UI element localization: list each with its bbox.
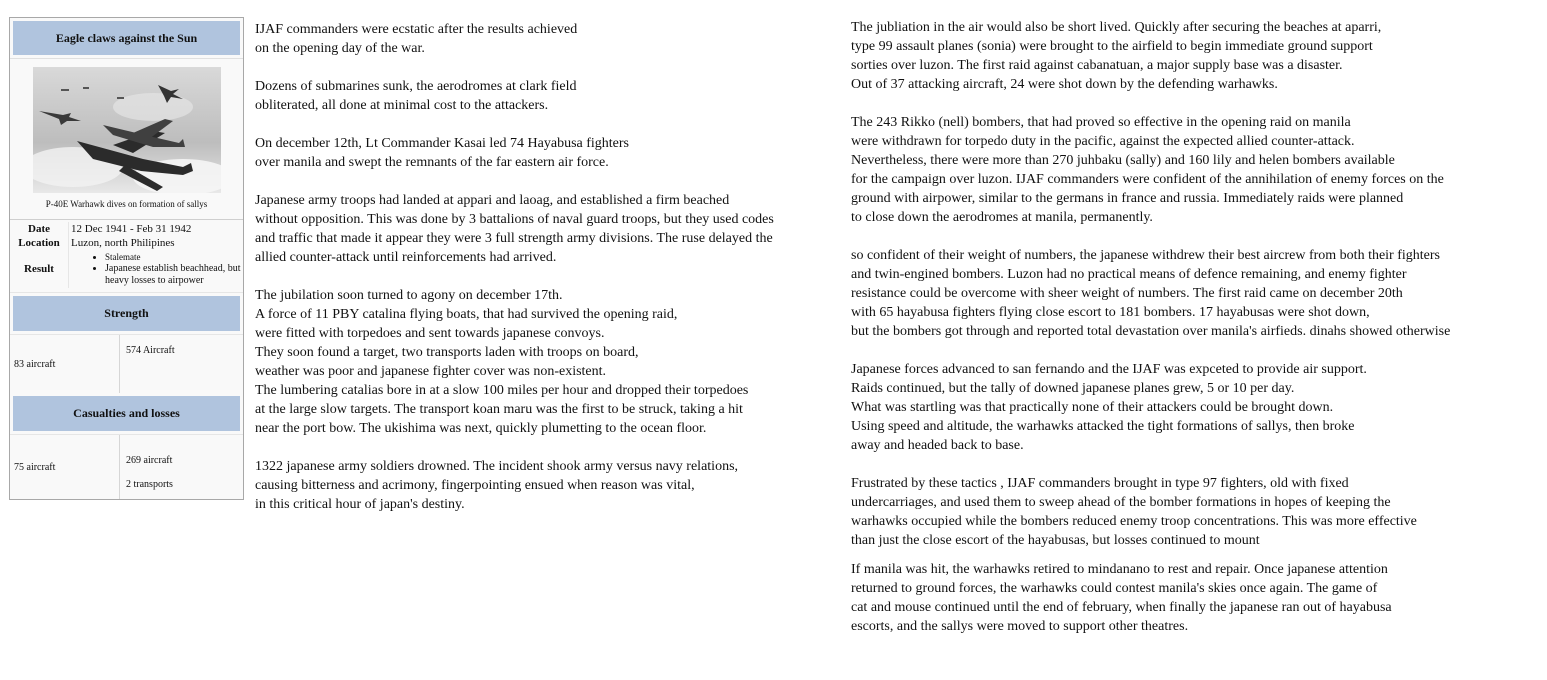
text-line: in this critical hour of japan's destiny. (255, 497, 465, 512)
text-line: sorties over luzon. The first raid against cabanatuan, a major supply base was a disaster. (851, 58, 1343, 73)
paragraph (851, 113, 1541, 227)
text-line: 1322 japanese army soldiers drowned. The incident shook army versus navy relations, (255, 459, 739, 474)
paragraph (255, 77, 825, 115)
date-row (10, 222, 243, 236)
text-line: and twin-engined bombers. Luzon had no practical means of defence remaining, and enemy fighter (851, 267, 1407, 282)
text-line: but the bombers got through and reported total devastation over manila's airfieds. dinahs showed otherwise (851, 324, 1451, 339)
casualties-right-transports: 2 transports (126, 479, 173, 490)
paragraph (255, 286, 825, 438)
battle-photo (33, 67, 221, 193)
text-line: and traffic that made it appear they were 3 full strength army divisions. The ruse delayed the (255, 231, 773, 246)
result-row (10, 250, 243, 292)
strength-row (10, 334, 243, 393)
paragraph (851, 18, 1541, 94)
text-line: to close down the aerodromes at manila, permanently. (851, 210, 1153, 225)
paragraph (851, 246, 1541, 341)
text-line: were withdrawn for torpedo duty in the pacific, against the expected allied counter-attack. (851, 134, 1355, 149)
text-line: Out of 37 attacking aircraft, 24 were shot down by the defending warhawks. (851, 77, 1278, 92)
text-line: were fitted with torpedoes and sent towards japanese convoys. (255, 326, 605, 341)
text-line: returned to ground forces, the warhawks could contest manila's skies once again. The game of (851, 581, 1378, 596)
text-line: over manila and swept the remnants of the far eastern air force. (255, 155, 609, 170)
text-line: away and headed back to base. (851, 438, 1024, 453)
paragraph (851, 360, 1541, 455)
text-line: at the large slow targets. The transport koan maru was the first to be struck, taking a hit (255, 402, 743, 417)
infobox-caption: P-40E Warhawk dives on formation of sallys (45, 199, 208, 209)
casualties-right-aircraft: 269 aircraft (126, 455, 173, 466)
text-line: On december 12th, Lt Commander Kasai led 74 Hayabusa fighters (255, 136, 630, 151)
casualties-right (120, 435, 243, 499)
paragraph (255, 134, 825, 172)
text-line: cat and mouse continued until the end of february, when finally the japanese ran out of hayabusa (851, 600, 1392, 615)
text-line: resistance could be overcome with sheer weight of numbers. The first raid came on december 20th (851, 286, 1403, 301)
infobox (9, 17, 244, 500)
paragraph (851, 474, 1541, 550)
text-line: without opposition. This was done by 3 battalions of naval guard troops, but they used codes (255, 212, 774, 227)
text-line: near the port bow. The ukishima was next, quickly plumetting to the ocean floor. (255, 421, 707, 436)
result-item: • Stalemate (105, 251, 241, 263)
text-line: than just the close escort of the hayabusas, but losses continued to mount (851, 533, 1260, 548)
result-label: Result (24, 263, 54, 275)
text-line: causing bitterness and acrimony, fingerpointing ensued when reason was vital, (255, 478, 695, 493)
article-column-1 (255, 20, 825, 533)
text-line: allied counter-attack until reinforcements had arrived. (255, 250, 557, 265)
text-line: undercarriages, and used them to sweep ahead of the bomber formations in hopes of keeping the (851, 495, 1391, 510)
paragraph (851, 560, 1541, 636)
text-line: The lumbering catalias bore in at a slow 100 miles per hour and dropped their torpedoes (255, 383, 749, 398)
result-item: • Japanese establish beachhead, but heavy losses to airpower (105, 263, 241, 287)
text-line: Dozens of submarines sunk, the aerodromes at clark field (255, 79, 577, 94)
paragraph (255, 20, 825, 58)
strength-header: Strength (13, 296, 240, 331)
text-line: They soon found a target, two transports laden with troops on board, (255, 345, 639, 360)
text-line: If manila was hit, the warhawks retired to mindanano to rest and repair. Once japanese attention (851, 562, 1388, 577)
text-line: on the opening day of the war. (255, 41, 425, 56)
text-line: for the campaign over luzon. IJAF commanders were confident of the annihilation of enemy forces on the (851, 172, 1444, 187)
text-line: The 243 Rikko (nell) bombers, that had proved so effective in the opening raid on manila (851, 115, 1351, 130)
text-line: Frustrated by these tactics , IJAF commanders brought in type 97 fighters, old with fixed (851, 476, 1349, 491)
infobox-title: Eagle claws against the Sun (13, 21, 240, 55)
casualties-row (10, 434, 243, 499)
strength-right: 574 Aircraft (126, 345, 175, 356)
text-line: ground with airpower, similar to the germans in france and russia. Immediately raids were planned (851, 191, 1404, 206)
casualties-header: Casualties and losses (13, 396, 240, 431)
paragraph (255, 191, 825, 267)
text-line: Nevertheless, there were more than 270 juhbaku (sally) and 160 lily and helen bombers available (851, 153, 1395, 168)
infobox-details (10, 219, 243, 293)
text-line: The jubliation in the air would also be short lived. Quickly after securing the beaches at aparri, (851, 20, 1382, 35)
location-value: Luzon, north Philipines (68, 236, 243, 250)
date-label: Date (28, 223, 50, 235)
paragraph (255, 457, 825, 514)
text-line: so confident of their weight of numbers, the japanese withdrew their best aircrew from both their fighters (851, 248, 1440, 263)
location-row (10, 236, 243, 250)
text-line: IJAF commanders were ecstatic after the results achieved (255, 22, 578, 37)
text-line: weather was poor and japanese fighter cover was non-existent. (255, 364, 607, 379)
text-line: with 65 hayabusa fighters flying close escort to 181 bombers. 17 hayabusas were shot down, (851, 305, 1370, 320)
text-line: Japanese army troops had landed at appari and laoag, and established a firm beached (255, 193, 730, 208)
text-line: escorts, and the sallys were moved to support other theatres. (851, 619, 1189, 634)
article-column-2 (851, 18, 1541, 655)
result-list (71, 251, 241, 287)
text-line: warhawks occupied while the bombers reduced enemy troop concentrations. This was more effective (851, 514, 1417, 529)
text-line: type 99 assault planes (sonia) were brought to the airfield to begin immediate ground support (851, 39, 1373, 54)
infobox-image-wrap (10, 58, 243, 219)
text-line: What was startling was that practically none of their attackers could be brought down. (851, 400, 1334, 415)
text-line: A force of 11 PBY catalina flying boats, that had survived the opening raid, (255, 307, 678, 322)
text-line: Using speed and altitude, the warhawks attacked the tight formations of sallys, then broke (851, 419, 1355, 434)
text-line: The jubilation soon turned to agony on december 17th. (255, 288, 563, 303)
location-label: Location (18, 237, 60, 249)
text-line: obliterated, all done at minimal cost to the attackers. (255, 98, 549, 113)
result-value (68, 250, 243, 288)
casualties-left: 75 aircraft (10, 435, 120, 499)
strength-left: 83 aircraft (10, 335, 120, 393)
text-line: Japanese forces advanced to san fernando and the IJAF was expceted to provide air support. (851, 362, 1367, 377)
text-line: Raids continued, but the tally of downed japanese planes grew, 5 or 10 per day. (851, 381, 1295, 396)
date-value: 12 Dec 1941 - Feb 31 1942 (68, 222, 243, 236)
